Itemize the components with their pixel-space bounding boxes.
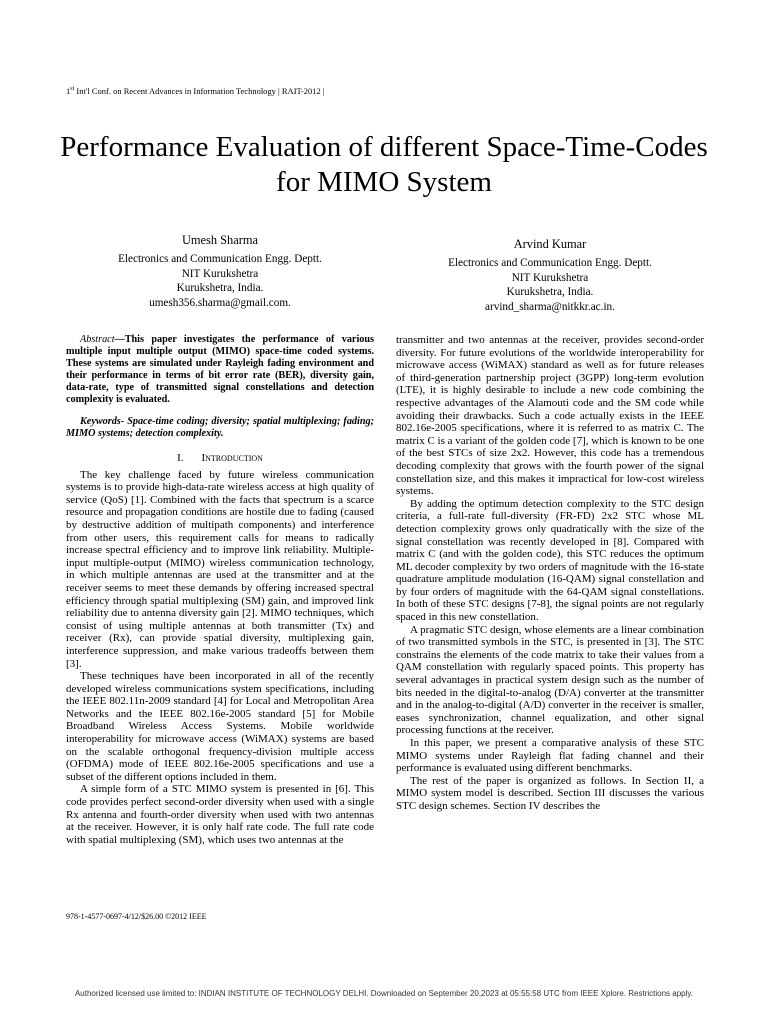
author-dept: Electronics and Communication Engg. Deptt.: [118, 252, 322, 265]
paragraph: transmitter and two antennas at the receiver, provides second-order diversity. For future evolutions of the worldwide interoperability for microwave access (WiMAX) standard as well as for future releases of third-generation partnership project (3GPP) long-term evolution (LTE), it is highly desirable to include a new code combining the respective advantages of the Alamouti code and the SM code while avoiding their drawbacks. Such a code actually exists in the IEEE 802.16e-2005 specifications, where it is referred to as matrix C. The matrix C is a variant of the golden code [7], which is known to be one of the best STCs of size 2x2. However, this code has a tremendous decoding complexity that grows with the fourth power of the signal constellation size, and this makes it impractical for low-cost wireless systems.: [396, 334, 704, 498]
author-name: Umesh Sharma: [181, 233, 259, 247]
author-name: Arvind Kumar: [513, 237, 587, 251]
section-title: Introduction: [201, 452, 263, 464]
author-city: Kurukshetra, India.: [176, 282, 264, 295]
author-city: Kurukshetra, India.: [506, 286, 594, 299]
running-header: 1st Int'l Conf. on Recent Advances in Information Technology | RAIT-2012 |: [66, 86, 325, 96]
abstract: [66, 334, 374, 406]
section-number: I.: [177, 452, 184, 464]
author-block-1: [70, 233, 370, 311]
author-dept: Electronics and Communication Engg. Deptt.: [448, 256, 652, 269]
author-block-2: [400, 237, 700, 315]
author-institution: NIT Kurukshetra: [511, 271, 589, 284]
right-column: [396, 334, 704, 813]
keywords: Keywords- Space-time coding; diversity; spatial multiplexing; fading; MIMO systems; detection complexity.: [66, 416, 374, 439]
paragraph: The rest of the paper is organized as follows. In Section II, a MIMO system model is described. Section III discusses the various STC design schemes. Section IV describes the: [396, 774, 704, 812]
abstract-text: —This paper investigates the performance of various multiple input multiple output (MIMO) space-time coded systems. These systems are simulated under Rayleigh fading environment and their performance in terms of bit error rate (BER), diversity gain, data-rate, type of transmitted signal constellations and detection complexity is evaluated.: [66, 334, 374, 405]
paragraph: A simple form of a STC MIMO system is presented in [6]. This code provides perfect second-order diversity when used with a single Rx antenna and fourth-order diversity when used with two antennas at the receiver. However, it is only half rate code. The full rate code with spatial multiplexing (SM), which uses two antennas at the: [66, 783, 374, 846]
license-footer: Authorized licensed use limited to: INDIAN INSTITUTE OF TECHNOLOGY DELHI. Downloaded on September 20,2023 at 05:55:58 UTC from IEEE Xplore. Restrictions apply.: [74, 989, 694, 998]
paragraph: These techniques have been incorporated in all of the recently developed wireless communications system specifications, including the IEEE 802.11n-2009 standard [4] for Local and Metropolitan Area Networks and the IEEE 802.16e-2005 standard [5] for Mobile Broadband Wireless Access Systems. Mobile worldwide interoperability for microwave access (WiMAX) systems are based on the scalable orthogonal frequency-division multiple access (OFDMA) mode of IEEE 802.16e-2005 specifications and use a subset of the different options included in them.: [66, 670, 374, 783]
paper-title: Performance Evaluation of different Space-Time-Codes for MIMO System: [60, 131, 708, 198]
paragraph: In this paper, we present a comparative analysis of these STC MIMO systems under Rayleigh flat fading channel and their performance is evaluated using different benchmarks.: [396, 737, 704, 775]
author-email: arvind_sharma@nitkkr.ac.in.: [485, 301, 615, 314]
author-email: umesh356.sharma@gmail.com.: [149, 297, 291, 310]
author-institution: NIT Kurukshetra: [181, 267, 259, 280]
paragraph: A pragmatic STC design, whose elements are a linear combination of two transmitted symbols in the STC, is presented in [3]. The STC constrains the elements of the code matrix to take their values from a QAM constellation with regularly spaced points. This property has several advantages in practical system design such as the number of bits needed in the digital-to-analog (D/A) converter at the transmitter and in the analog-to-digital (A/D) converter in the receiver is smaller, eases synchronization, channel equalization, and other signal processing functions at the receiver.: [396, 623, 704, 737]
abstract-lead: Abstract: [80, 334, 115, 345]
section-heading: [66, 452, 374, 465]
copyright-line: 978-1-4577-0697-4/12/$26.00 ©2012 IEEE: [66, 912, 207, 921]
paragraph: The key challenge faced by future wireless communication systems is to provide high-data-rate wireless access at high quality of service (QoS) [1]. Combined with the facts that spectrum is a scarce resource and propagation conditions are hostile due to fading (caused by destructive addition of multipath components) and interference from other users, this requirement calls for means to radically increase spectral efficiency and to improve link reliability. Multiple-input multiple-output (MIMO) wireless communication technology, in which multiple antennas are used at the transmitter and at the receiver seems to meet these demands by offering increased spectral efficiency through spatial multiplexing (SM) gain, and improved link reliability due to antenna diversity gain [2]. MIMO techniques, which consist of using multiple antennas at both transmitter (Tx) and receiver (Rx), can provide spatial diversity, multiplexing gain, interference suppression, and make various tradeoffs between them [3].: [66, 468, 374, 670]
left-column: [66, 334, 374, 846]
paragraph: By adding the optimum detection complexity to the STC design criteria, a full-rate full-diversity (FR-FD) 2x2 STC whose ML detection complexity grows only quadratically with the size of the signal constellation was recently developed in [8]. Compared with matrix C (and with the golden code), this STC reduces the optimum ML decoder complexity by two orders of magnitude with the 16-state quadrature amplitude modulation (16-QAM) signal constellation and by four orders of magnitude with the 64-QAM signal constellations. In both of these STC designs [7-8], the signal points are not regularly spaced in this new constellation.: [396, 497, 704, 624]
